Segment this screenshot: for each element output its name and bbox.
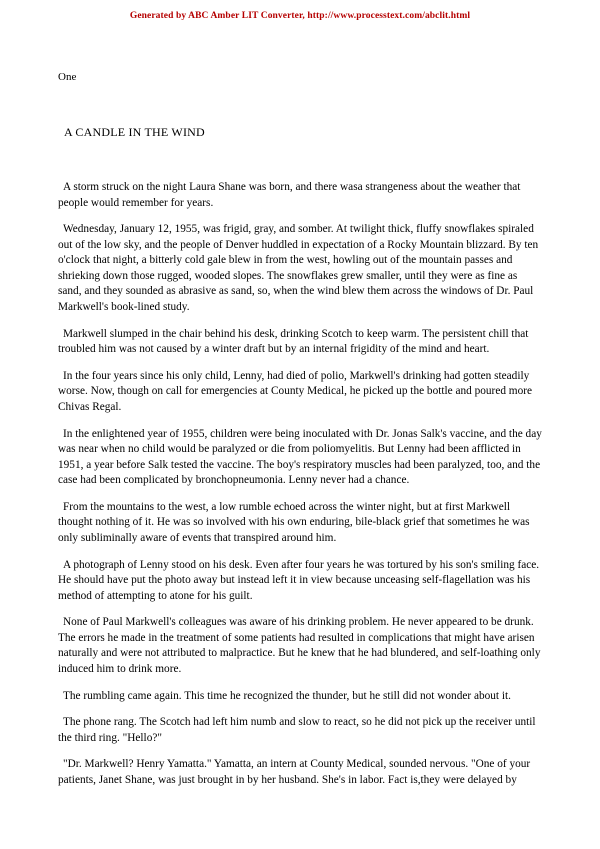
- body-text: [58, 180, 542, 789]
- chapter-title: A CANDLE IN THE WIND: [64, 125, 205, 139]
- document-content: [0, 71, 600, 789]
- paragraph: A storm struck on the night Laura Shane was born, and there wasa strangeness about the weather that people would remember for years.: [58, 181, 521, 209]
- paragraph: "Dr. Markwell? Henry Yamatta." Yamatta, an intern at County Medical, sounded nervous. "One of your patients, Janet Shane, was just brought in by her husband. She's in labor. Fact is,they were delayed by: [58, 758, 531, 786]
- paragraph: The phone rang. The Scotch had left him numb and slow to react, so he did not pick up the receiver until the third ring. "Hello?": [58, 716, 536, 744]
- paragraph: The rumbling came again. This time he recognized the thunder, but he still did not wonder about it.: [63, 689, 511, 702]
- paragraph: Wednesday, January 12, 1955, was frigid, gray, and somber. At twilight thick, fluffy snowflakes spiraled out of the low sky, and the people of Denver huddled in expectation of a Rocky Mountain blizzard. By ten o'clock that night, a bitterly cold gale blew in from the west, howling out of the mountain passes and shrieking down those rugged, wooded slopes. The snowflakes grew smaller, until they were as fine as sand, and they sounded as abrasive as sand, so, when the wind blew them across the windows of Dr. Paul Markwell's book-lined study.: [58, 223, 539, 314]
- paragraph: None of Paul Markwell's colleagues was aware of his drinking problem. He never appeared to be drunk. The errors he made in the treatment of some patients had resulted in complications that might have arisen naturally and were not attributed to malpractice. But he knew that he had blundered, and self-loathing only induced him to drink more.: [58, 616, 541, 676]
- chapter-number: One: [58, 71, 77, 83]
- paragraph: In the four years since his only child, Lenny, had died of polio, Markwell's drinking had gotten steadily worse. Now, though on call for emergencies at County Medical, he picked up the bottle and poured more Chivas Regal.: [58, 369, 533, 413]
- paragraph: A photograph of Lenny stood on his desk. Even after four years he was tortured by his son's smiling face. He should have put the photo away but instead left it in view because unceasing self-flagellation was his method of attempting to atone for his guilt.: [58, 558, 540, 602]
- paragraph: Markwell slumped in the chair behind his desk, drinking Scotch to keep warm. The persistent chill that troubled him was not caused by a winter draft but by an internal frigidity of the mind and heart.: [58, 327, 529, 356]
- converter-banner: Generated by ABC Amber LIT Converter, http://www.processtext.com/abclit.html: [129, 11, 471, 21]
- paragraph: In the enlightened year of 1955, children were being inoculated with Dr. Jonas Salk's vaccine, and the day was near when no child would be paralyzed or die from poliomyelitis. But Lenny had been afflicted in 1951, a year before Salk tested the vaccine. The boy's respiratory muscles had been paralyzed, too, and the case had been complicated by bronchopneumonia. Lenny never had a chance.: [58, 427, 542, 487]
- paragraph: From the mountains to the west, a low rumble echoed across the winter night, but at first Markwell thought nothing of it. He was so involved with his own enduring, bile-black grief that sometimes he was only subliminally aware of events that transpired around him.: [58, 500, 530, 544]
